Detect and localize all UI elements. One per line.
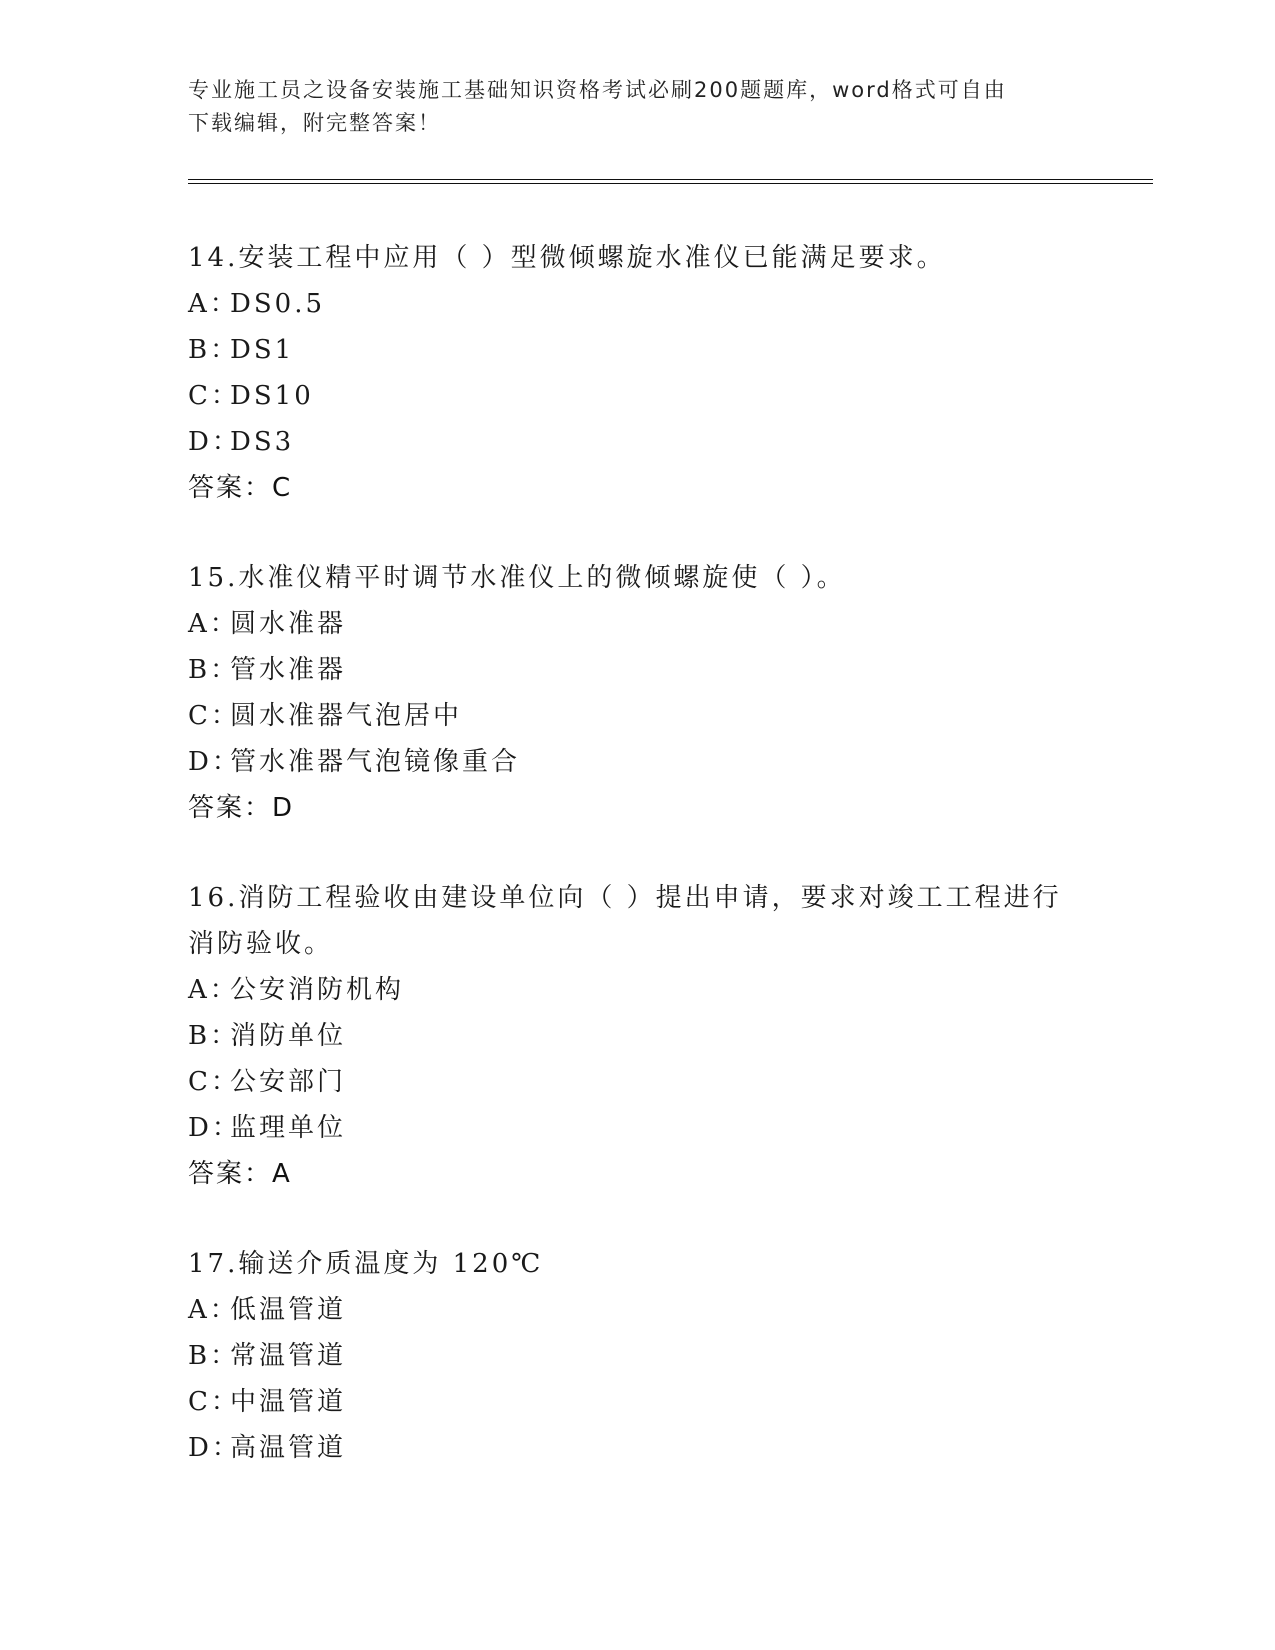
option-c xyxy=(188,1059,1128,1105)
question-list xyxy=(188,235,1128,1515)
option-key: B： xyxy=(188,655,240,685)
question-stem: 14.安装工程中应用（ ）型微倾螺旋水准仪已能满足要求。 xyxy=(188,243,946,273)
answer-value: C xyxy=(272,473,292,503)
option-text: 公安部门 xyxy=(230,1067,347,1097)
option-key: A： xyxy=(188,289,239,319)
option-key: B： xyxy=(188,335,240,365)
option-text: 圆水准器气泡居中 xyxy=(230,701,463,731)
option-d xyxy=(188,419,1128,465)
option-key: A： xyxy=(188,609,239,639)
answer-line xyxy=(188,465,1128,511)
option-text: 圆水准器 xyxy=(230,609,347,639)
option-b xyxy=(188,647,1128,693)
question-15 xyxy=(188,555,1128,831)
header-line-1: 专业施工员之设备安装施工基础知识资格考试必刷200题题库，word格式可自由 xyxy=(188,78,1007,102)
question-stem-line-1: 16.消防工程验收由建设单位向（ ）提出申请，要求对竣工工程进行 xyxy=(188,883,1062,913)
option-key: D： xyxy=(188,1113,241,1143)
option-text: DS3 xyxy=(230,427,295,457)
option-d xyxy=(188,739,1128,785)
header-divider-top xyxy=(188,179,1153,180)
option-key: A： xyxy=(188,1295,239,1325)
option-c xyxy=(188,1379,1128,1425)
option-text: 中温管道 xyxy=(230,1387,347,1417)
document-header xyxy=(188,74,1088,140)
answer-label: 答案： xyxy=(188,473,273,503)
option-a xyxy=(188,601,1128,647)
option-key: A： xyxy=(188,975,239,1005)
option-a xyxy=(188,967,1128,1013)
question-stem: 17.输送介质温度为 120℃ xyxy=(188,1249,544,1279)
question-stem: 15.水准仪精平时调节水准仪上的微倾螺旋使（ ）。 xyxy=(188,563,846,593)
option-b xyxy=(188,1013,1128,1059)
option-c xyxy=(188,693,1128,739)
option-a xyxy=(188,281,1128,327)
answer-value: A xyxy=(272,1159,291,1189)
answer-label: 答案： xyxy=(188,793,273,823)
option-text: DS1 xyxy=(230,335,295,365)
option-text: 监理单位 xyxy=(230,1113,347,1143)
option-text: 公安消防机构 xyxy=(230,975,405,1005)
answer-line xyxy=(188,785,1128,831)
option-text: 低温管道 xyxy=(230,1295,347,1325)
option-c xyxy=(188,373,1128,419)
option-key: D： xyxy=(188,747,241,777)
option-text: 管水准器 xyxy=(230,655,347,685)
question-16 xyxy=(188,875,1128,1197)
option-text: 消防单位 xyxy=(230,1021,347,1051)
option-d xyxy=(188,1105,1128,1151)
option-key: C： xyxy=(188,701,240,731)
option-a xyxy=(188,1287,1128,1333)
option-text: DS0.5 xyxy=(230,289,326,319)
option-key: C： xyxy=(188,381,240,411)
answer-line xyxy=(188,1151,1128,1197)
option-key: C： xyxy=(188,1387,240,1417)
option-d xyxy=(188,1425,1128,1471)
option-key: B： xyxy=(188,1021,240,1051)
option-text: DS10 xyxy=(230,381,314,411)
question-14 xyxy=(188,235,1128,511)
answer-label: 答案： xyxy=(188,1159,273,1189)
option-text: 高温管道 xyxy=(230,1433,347,1463)
header-line-2: 下载编辑，附完整答案！ xyxy=(188,111,441,135)
answer-value: D xyxy=(272,793,294,823)
option-key: D： xyxy=(188,1433,241,1463)
question-17 xyxy=(188,1241,1128,1471)
header-divider-bottom xyxy=(188,183,1153,184)
option-text: 常温管道 xyxy=(230,1341,347,1371)
option-b xyxy=(188,327,1128,373)
option-key: D： xyxy=(188,427,241,457)
question-stem-line-2: 消防验收。 xyxy=(188,929,334,959)
option-key: B： xyxy=(188,1341,240,1371)
option-key: C： xyxy=(188,1067,240,1097)
option-text: 管水准器气泡镜像重合 xyxy=(230,747,521,777)
option-b xyxy=(188,1333,1128,1379)
